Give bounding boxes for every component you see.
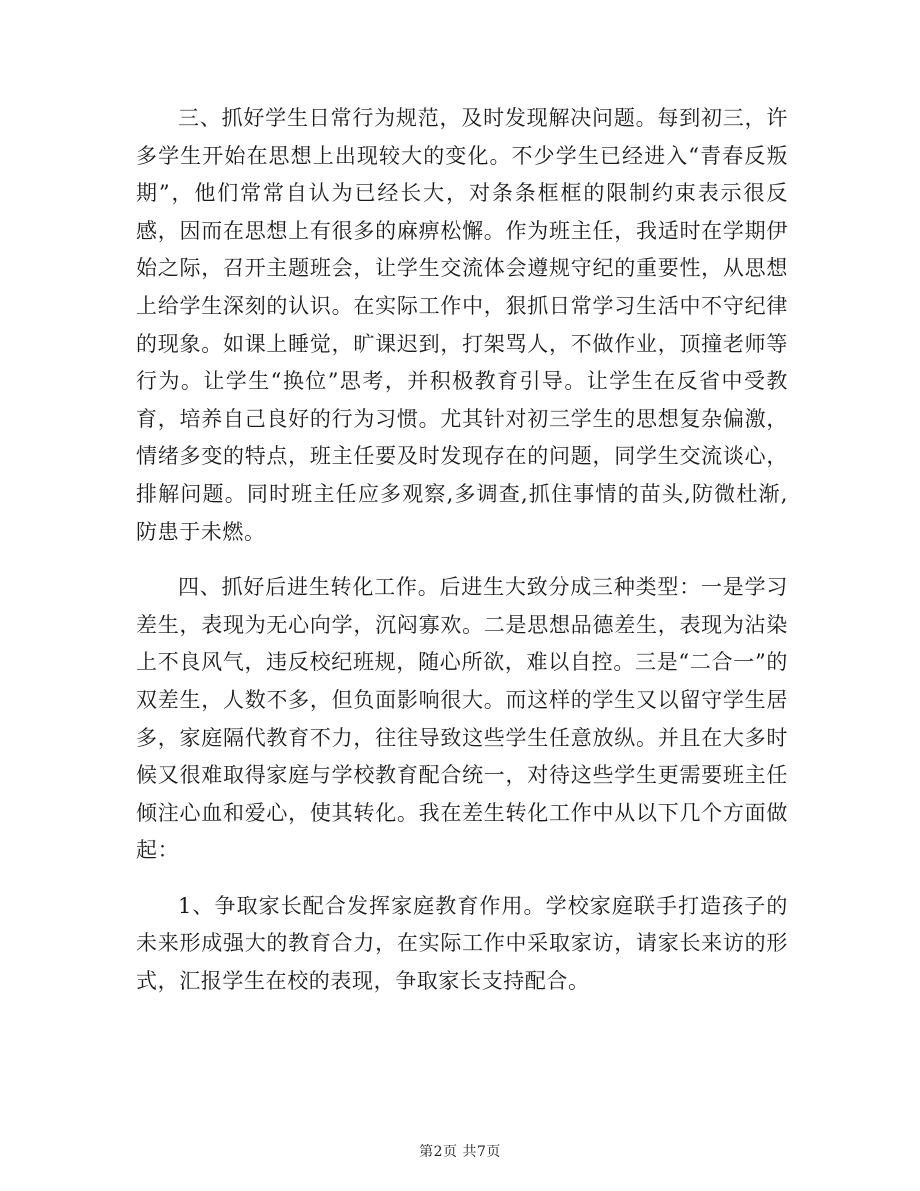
paragraph-item-one: 1、争取家长配合发挥家庭教育作用。学校家庭联手打造孩子的未来形成强大的教育合力，在实际工作中采取家访，请家长来访的形式，汇报学生在校的表现，争取家长支持配合。 [136, 893, 788, 994]
document-body [136, 100, 788, 1019]
paragraph-section-four: 四、抓好后进生转化工作。后进生大致分成三种类型：一是学习差生，表现为无心向学，沉闷寡欢。二是思想品德差生，表现为沾染上不良风气，违反校纪班规，随心所欲，难以自控。三是“二合一”的双差生，人数不多，但负面影响很大。而这样的学生又以留守学生居多，家庭隔代教育不力，往往导致这些学生任意放纵。并且在大多时候又很难取得家庭与学校教育配合统一，对待这些学生更需要班主任倾注心血和爱心，使其转化。我在差生转化工作中从以下几个方面做起： [136, 575, 788, 863]
page-number-footer: 第2页 共7页 [419, 1144, 501, 1160]
paragraph-section-three: 三、抓好学生日常行为规范，及时发现解决问题。每到初三，许多学生开始在思想上出现较大的变化。不少学生已经进入“青春反叛期”，他们常常自认为已经长大，对条条框框的限制约束表示很反感，因而在思想上有很多的麻痹松懈。作为班主任，我适时在学期伊始之际，召开主题班会，让学生交流体会遵规守纪的重要性，从思想上给学生深刻的认识。在实际工作中，狠抓日常学习生活中不守纪律的现象。如课上睡觉，旷课迟到，打架骂人，不做作业，顶撞老师等行为。让学生“换位”思考，并积极教育引导。让学生在反省中受教育，培养自己良好的行为习惯。尤其针对初三学生的思想复杂偏激，情绪多变的特点，班主任要及时发现存在的问题，同学生交流谈心，排解问题。同时班主任应多观察,多调查,抓住事情的苗头,防微杜渐,防患于未燃。 [136, 106, 788, 544]
